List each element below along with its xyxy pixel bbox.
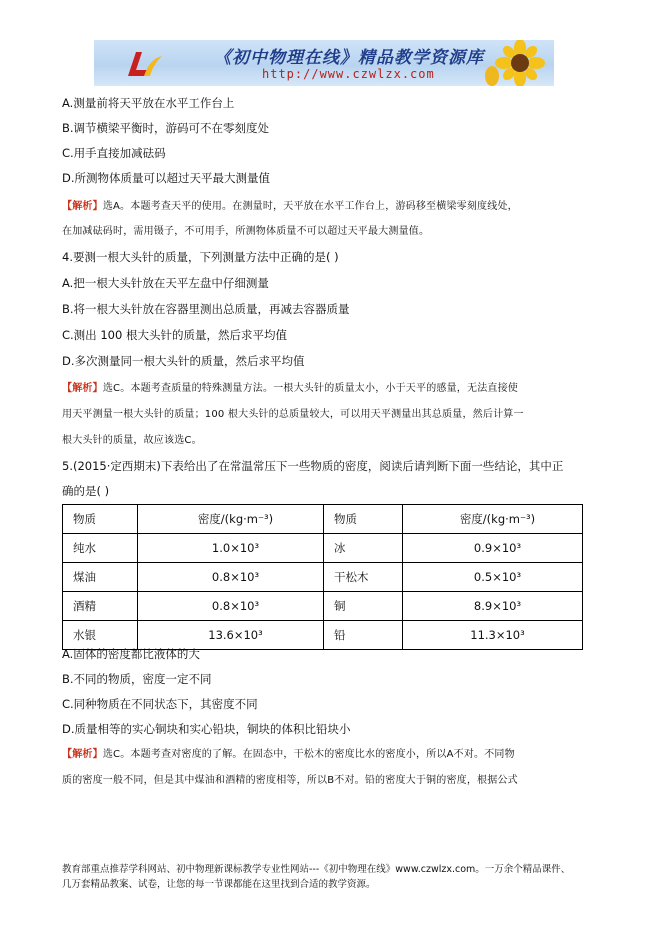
table-header-row — [63, 505, 583, 534]
q3-option-a: A.测量前将天平放在水平工作台上 — [62, 96, 235, 110]
table-cell: 水银 — [63, 621, 138, 650]
q4-analysis-line-1: 【解析】选C。本题考查质量的特殊测量方法。一根大头针的质量太小，小于天平的感量，无法直接使 — [62, 383, 518, 394]
footer-line-2: 几万套精品教案、试卷，让您的每一节课都能在这里找到合适的教学资源。 — [62, 879, 376, 890]
q4-analysis-line-3: 根大头针的质量，故应该选C。 — [62, 435, 202, 446]
q4-analysis-line-2: 用天平测量一根大头针的质量；100 根大头针的总质量较大，可以用天平测量出其总质量，然后计算一 — [62, 409, 524, 420]
table-cell: 13.6×10³ — [138, 621, 324, 650]
table-row — [63, 534, 583, 563]
analysis-tag: 【解析】 — [62, 383, 103, 394]
table-cell: 0.5×10³ — [403, 563, 583, 592]
header-banner — [94, 40, 554, 86]
table-cell: 1.0×10³ — [138, 534, 324, 563]
table-row — [63, 621, 583, 650]
q4-option-d: D.多次测量同一根大头针的质量，然后求平均值 — [62, 354, 305, 368]
q3-analysis-line-2: 在加减砝码时，需用镊子，不可用手，所测物体质量不可以超过天平最大测量值。 — [62, 226, 430, 237]
table-cell: 铅 — [324, 621, 403, 650]
sunflower-icon — [484, 40, 548, 86]
table-header-cell: 物质 — [63, 505, 138, 534]
q5-option-d: D.质量相等的实心铜块和实心铅块，铜块的体积比铅块小 — [62, 722, 351, 736]
table-cell: 煤油 — [63, 563, 138, 592]
table-cell: 铜 — [324, 592, 403, 621]
table-cell: 干松木 — [324, 563, 403, 592]
q5-analysis-line-2: 质的密度一般不同，但是其中煤油和酒精的密度相等，所以B不对。铅的密度大于铜的密度，根据公式 — [62, 775, 518, 786]
footer-line-1: 教育部重点推荐学科网站、初中物理新课标教学专业性网站---《初中物理在线》www.czwlzx.com。一万余个精品课件、 — [62, 864, 571, 875]
q3-option-c: C.用手直接加减砝码 — [62, 146, 166, 160]
table-row — [63, 563, 583, 592]
q5-analysis-line-1: 【解析】选C。本题考查对密度的了解。在固态中，干松木的密度比水的密度小，所以A不对。不同物 — [62, 749, 515, 760]
q5-option-c: C.同种物质在不同状态下，其密度不同 — [62, 697, 258, 711]
site-logo-icon — [124, 48, 164, 84]
table-header-cell: 密度/(kg·m⁻³) — [403, 505, 583, 534]
table-header-cell: 物质 — [324, 505, 403, 534]
q5-option-b: B.不同的物质，密度一定不同 — [62, 672, 212, 686]
q5-stem-line-1: 5.(2015·定西期末)下表给出了在常温常压下一些物质的密度，阅读后请判断下面一些结论，其中正 — [62, 459, 564, 473]
analysis-tag: 【解析】 — [62, 201, 103, 212]
table-cell: 0.8×10³ — [138, 592, 324, 621]
q4-stem: 4.要测一根大头针的质量，下列测量方法中正确的是( ) — [62, 250, 339, 264]
banner-title: 《初中物理在线》精品教学资源库 — [214, 48, 484, 68]
q5-stem-line-2: 确的是( ) — [62, 484, 110, 498]
banner-url: http://www.czwlzx.com — [262, 67, 435, 81]
table-header-cell: 密度/(kg·m⁻³) — [138, 505, 324, 534]
analysis-tag: 【解析】 — [62, 749, 103, 760]
q3-analysis-line-1: 【解析】选A。本题考查天平的使用。在测量时，天平放在水平工作台上，游码移至横梁零刻度线处， — [62, 201, 518, 212]
table-row — [63, 592, 583, 621]
page-footer — [62, 862, 570, 892]
table-cell: 酒精 — [63, 592, 138, 621]
q3-option-d: D.所测物体质量可以超过天平最大测量值 — [62, 171, 271, 185]
table-cell: 纯水 — [63, 534, 138, 563]
q4-option-a: A.把一根大头针放在天平左盘中仔细测量 — [62, 276, 269, 290]
q3-option-b: B.调节横梁平衡时，游码可不在零刻度处 — [62, 121, 270, 135]
density-table — [62, 504, 583, 650]
table-cell: 8.9×10³ — [403, 592, 583, 621]
table-cell: 0.8×10³ — [138, 563, 324, 592]
table-cell: 0.9×10³ — [403, 534, 583, 563]
q4-option-c: C.测出 100 根大头针的质量，然后求平均值 — [62, 328, 287, 342]
q4-option-b: B.将一根大头针放在容器里测出总质量，再减去容器质量 — [62, 302, 350, 316]
table-cell: 冰 — [324, 534, 403, 563]
q5-option-a: A.固体的密度都比液体的大 — [62, 647, 200, 661]
table-cell: 11.3×10³ — [403, 621, 583, 650]
